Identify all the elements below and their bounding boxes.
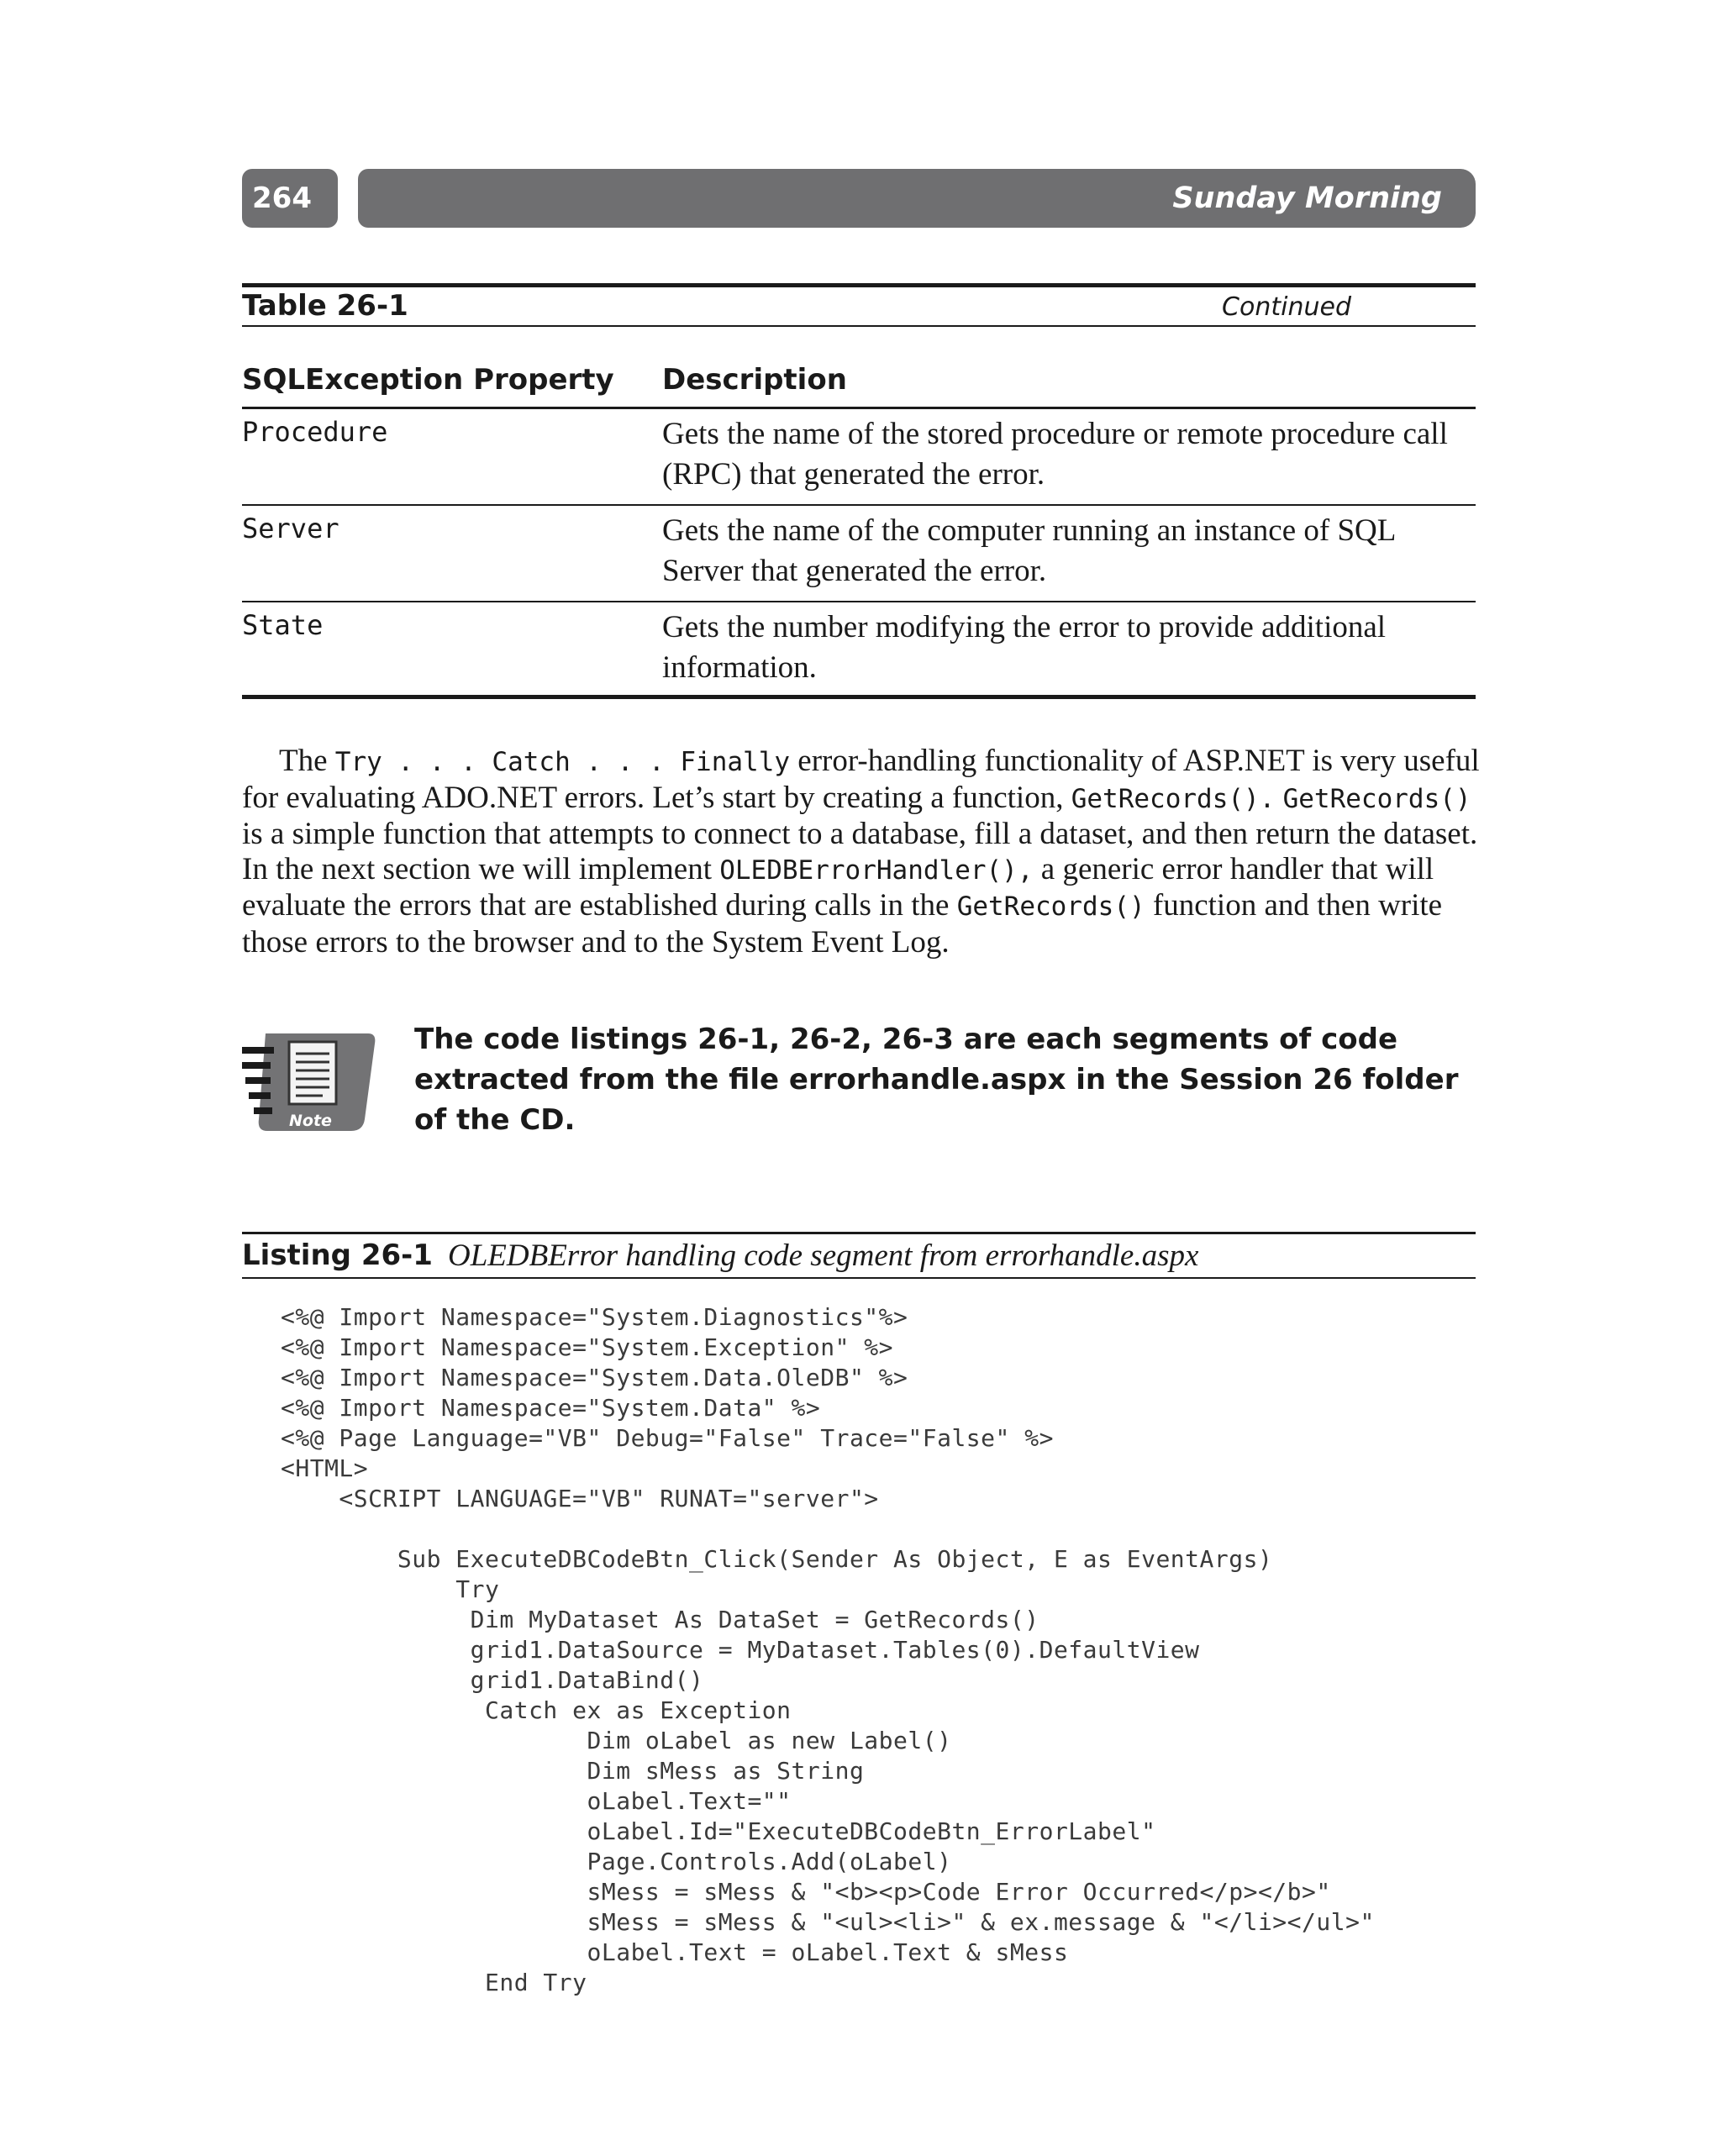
property-table [242, 363, 1476, 699]
property-description: Gets the name of the computer running an instance of SQL Server that generated the error. [662, 513, 1395, 588]
running-head [242, 169, 1476, 228]
property-description: Gets the name of the stored procedure or remote procedure call (RPC) that generated the error. [662, 417, 1448, 492]
page-content [242, 0, 1480, 2156]
text-run [1275, 781, 1282, 815]
note-text: The code listings 26-1, 26-2, 26-3 are each segments of code extracted from the file errorhandle.aspx in the Session 26 folder of the CD. [414, 1023, 1459, 1137]
table-row [242, 506, 1476, 602]
column-header-description: Description [662, 363, 847, 397]
text-run: function and then write those errors to the browser and to the System Event Log. [242, 888, 1443, 960]
listing-label: Listing 26-1 [242, 1238, 433, 1272]
inline-code: GetRecords() [956, 891, 1145, 922]
inline-code: GetRecords(). [1071, 783, 1276, 814]
text-run: a generic error handler that will evaluate the errors that are established during calls in the [242, 851, 1434, 923]
text-run: The [279, 744, 335, 778]
note-icon [242, 1028, 376, 1138]
code-listing: <%@ Import Namespace="System.Diagnostics"%> <%@ Import Namespace="System.Exception" %> <%@ Import Namespace="System.Data.OleDB" %> <%@ Import Namespace="System.Data" %> <%@ Page Language="VB" Debug="False" Trace="False" %> <HTML> <SCRIPT LANGUAGE="VB" RUNAT="server"> Sub ExecuteDBCodeBtn_Click(Sender As Object, E as EventArgs) Try Dim MyDataset As DataSet = GetRecords() grid1.DataSource = MyDataset.Tables(0).DefaultView grid1.DataBind() Catch ex as Exception Dim oLabel as new Label() Dim sMess as String oLabel.Text="" oLabel.Id="ExecuteDBCodeBtn_ErrorLabel" Page.Controls.Add(oLabel) sMess = sMess & "<b><p>Code Error Occurred</p></b>" sMess = sMess & "<ul><li>" & ex.message & "</li></ul>" oLabel.Text = oLabel.Text & sMess End Try [281, 1303, 1375, 1996]
inline-code: GetRecords() [1282, 783, 1471, 814]
listing-caption [242, 1232, 1476, 1279]
body-paragraph [242, 744, 1484, 960]
table-row [242, 602, 1476, 699]
property-name: Procedure [242, 416, 388, 448]
table-header-row [242, 363, 1476, 409]
section-title: Sunday Morning [358, 169, 1476, 228]
property-name: State [242, 609, 324, 641]
property-name: Server [242, 513, 339, 544]
inline-code: OLEDBErrorHandler(), [719, 855, 1034, 886]
table-row [242, 409, 1476, 506]
table-continued: Continued [1222, 292, 1351, 322]
table-label: Table 26-1 [242, 289, 408, 323]
column-header-property: SQLException Property [242, 363, 614, 397]
text-run: error-handling functionality of ASP.NET is very useful for evaluating ADO.NET errors. Let’s start by creating a function, [242, 744, 1480, 815]
property-description: Gets the number modifying the error to provide additional information. [662, 610, 1387, 685]
table-caption [242, 283, 1476, 327]
listing-title: OLEDBError handling code segment from errorhandle.aspx [448, 1238, 1199, 1273]
text-run: is a simple function that attempts to connect to a database, fill a dataset, and then return the dataset. In the next section we will implement [242, 817, 1478, 886]
note-icon-label: Note [289, 1112, 332, 1130]
page-number: 264 [242, 169, 338, 228]
inline-code: Try . . . Catch . . . Finally [334, 747, 791, 777]
